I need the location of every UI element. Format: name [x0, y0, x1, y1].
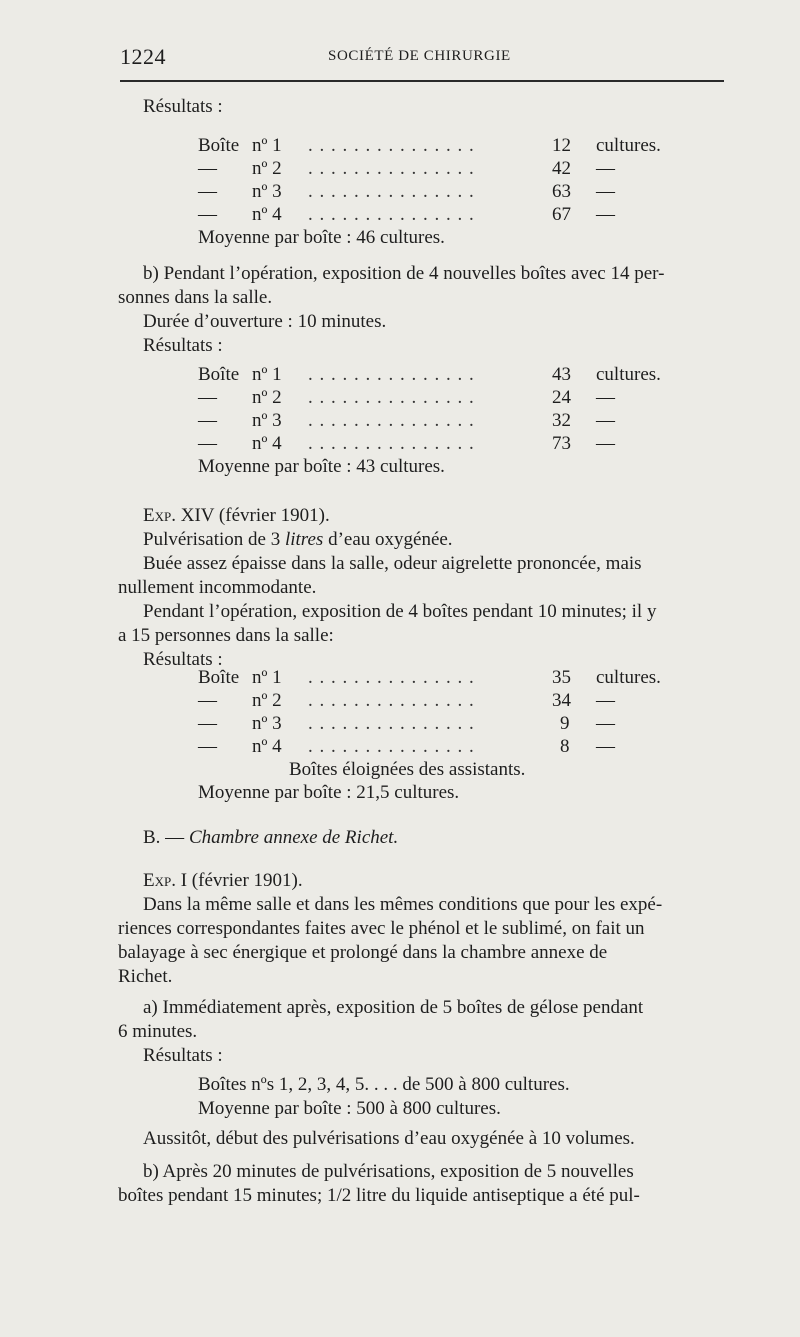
table-row: — nº 2 . . . . . . . . . . . . . . . 24 — [198, 387, 615, 408]
paragraph-line: Pulvérisation de 3 litres d’eau oxygénée. [143, 529, 453, 550]
average-line: Moyenne par boîte : 500 à 800 cultures. [198, 1098, 501, 1119]
paragraph-line: nullement incommodante. [118, 577, 317, 598]
paragraph-line: 6 minutes. [118, 1021, 198, 1042]
table-row: — nº 4 . . . . . . . . . . . . . . . 8 — [198, 736, 615, 757]
paragraph-line: b) Après 20 minutes de pulvérisations, exposition de 5 nouvelles [143, 1161, 634, 1182]
duration-line: Durée d’ouverture : 10 minutes. [143, 311, 387, 332]
results-label: Résultats : [143, 335, 223, 356]
paragraph-line: b) Pendant l’opération, exposition de 4 nouvelles boîtes avec 14 per- [143, 263, 665, 284]
table-row: Boîte nº 1 . . . . . . . . . . . . . . . 43 cultures. [198, 364, 661, 385]
paragraph-line: balayage à sec énergique et prolongé dans la chambre annexe de [118, 942, 608, 963]
running-header: SOCIÉTÉ DE CHIRURGIE [328, 48, 511, 64]
experiment-heading: Exp. I (février 1901). [143, 870, 303, 891]
section-heading: B. — Chambre annexe de Richet. [143, 827, 399, 848]
average-line: Moyenne par boîte : 46 cultures. [198, 227, 445, 248]
table-row: — nº 3 . . . . . . . . . . . . . . . 32 — [198, 410, 615, 431]
table-row: — nº 2 . . . . . . . . . . . . . . . 34 — [198, 690, 615, 711]
table-row: Boîte nº 1 . . . . . . . . . . . . . . . 12 cultures. [198, 135, 661, 156]
paragraph-line: Aussitôt, début des pulvérisations d’eau oxygénée à 10 volumes. [143, 1128, 635, 1149]
paragraph-line: riences correspondantes faites avec le phénol et le sublimé, on fait un [118, 918, 645, 939]
table-row: — nº 2 . . . . . . . . . . . . . . . 42 — [198, 158, 615, 179]
table-note: Boîtes éloignées des assistants. [289, 759, 526, 780]
paragraph-line: a 15 personnes dans la salle: [118, 625, 334, 646]
table-row: Boîte nº 1 . . . . . . . . . . . . . . . 35 cultures. [198, 667, 661, 688]
results-label: Résultats : [143, 649, 223, 670]
paragraph-line: boîtes pendant 15 minutes; 1/2 litre du liquide antiseptique a été pul- [118, 1185, 640, 1206]
average-line: Moyenne par boîte : 43 cultures. [198, 456, 445, 477]
table-row: — nº 4 . . . . . . . . . . . . . . . 67 — [198, 204, 615, 225]
paragraph-line: Richet. [118, 966, 173, 987]
table-row: — nº 4 . . . . . . . . . . . . . . . 73 — [198, 433, 615, 454]
page-number: 1224 [120, 44, 166, 69]
table-row: — nº 3 . . . . . . . . . . . . . . . 9 — [198, 713, 615, 734]
results-label: Résultats : [143, 1045, 223, 1066]
results-label: Résultats : [143, 96, 223, 117]
results-line: Boîtes nºs 1, 2, 3, 4, 5. . . . de 500 à 800 cultures. [198, 1074, 570, 1095]
paragraph-line: Buée assez épaisse dans la salle, odeur aigrelette prononcée, mais [143, 553, 642, 574]
paragraph-line: Pendant l’opération, exposition de 4 boîtes pendant 10 minutes; il y [143, 601, 657, 622]
average-line: Moyenne par boîte : 21,5 cultures. [198, 782, 460, 803]
paragraph-line: sonnes dans la salle. [118, 287, 273, 308]
paragraph-line: Dans la même salle et dans les mêmes conditions que pour les expé- [143, 894, 663, 915]
paragraph-line: a) Immédiatement après, exposition de 5 boîtes de gélose pendant [143, 997, 644, 1018]
experiment-heading: Exp. XIV (février 1901). [143, 505, 330, 526]
table-row: — nº 3 . . . . . . . . . . . . . . . 63 — [198, 181, 615, 202]
header-rule [120, 80, 724, 82]
